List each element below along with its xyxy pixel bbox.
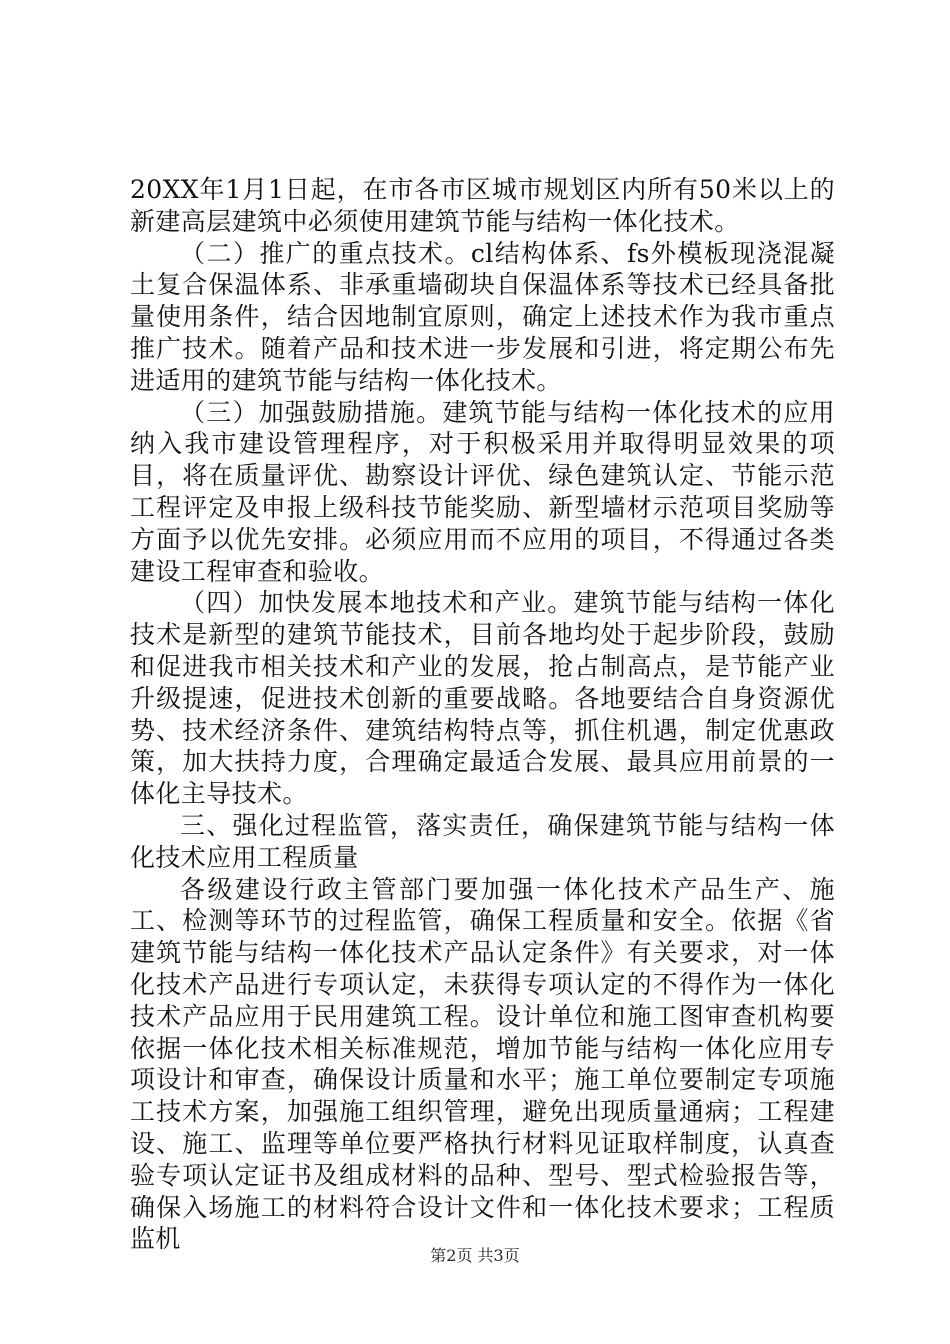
- paragraph-key-technologies: （二）推广的重点技术。cl结构体系、fs外模板现浇混凝土复合保温体系、非承重墙砌块自保温体系等技术已经具备批量使用条件，结合因地制宜原则，确定上述技术作为我市重点推广技术。随着产品和技术进一步发展和引进，将定期公布先进适用的建筑节能与结构一体化技术。: [130, 238, 835, 395]
- page-number-footer: 第2页 共3页: [430, 1246, 520, 1265]
- document-body: [130, 174, 835, 1255]
- paragraph-supervision-details: 各级建设行政主管部门要加强一体化技术产品生产、施工、检测等环节的过程监管，确保工程质量和安全。依据《省建筑节能与结构一体化技术产品认定条件》有关要求，对一体化技术产品进行专项认定，未获得专项认定的不得作为一体化技术产品应用于民用建筑工程。设计单位和施工图审查机构要依据一体化技术相关标准规范，增加节能与结构一体化应用专项设计和审查，确保设计质量和水平；施工单位要制定专项施工技术方案，加强施工组织管理，避免出现质量通病；工程建设、施工、监理等单位要严格执行材料见证取样制度，认真查验专项认定证书及组成材料的品种、型号、型式检验报告等，确保入场施工的材料符合设计文件和一体化技术要求；工程质监机: [130, 874, 835, 1254]
- section-heading-process-supervision: 三、强化过程监管，落实责任，确保建筑节能与结构一体化技术应用工程质量: [130, 810, 835, 872]
- paragraph-continuation: 20XX年1月1日起，在市各市区城市规划区内所有50米以上的新建高层建筑中必须使用建筑节能与结构一体化技术。: [130, 175, 835, 236]
- paragraph-incentive-measures: （三）加强鼓励措施。建筑节能与结构一体化技术的应用纳入我市建设管理程序，对于积极采用并取得明显效果的项目，将在质量评优、勘察设计评优、绿色建筑认定、节能示范工程评定及申报上级科技节能奖励、新型墙材示范项目奖励等方面予以优先安排。必须应用而不应用的项目，不得通过各类建设工程审查和验收。: [130, 397, 835, 586]
- paragraph-local-industry: （四）加快发展本地技术和产业。建筑节能与结构一体化技术是新型的建筑节能技术，目前各地均处于起步阶段，鼓励和促进我市相关技术和产业的发展，抢占制高点，是节能产业升级提速，促进技术创新的重要战略。各地要结合自身资源优势、技术经济条件、建筑结构特点等，抓住机遇，制定优惠政策，加大扶持力度，合理确定最适合发展、最具应用前景的一体化主导技术。: [130, 588, 835, 809]
